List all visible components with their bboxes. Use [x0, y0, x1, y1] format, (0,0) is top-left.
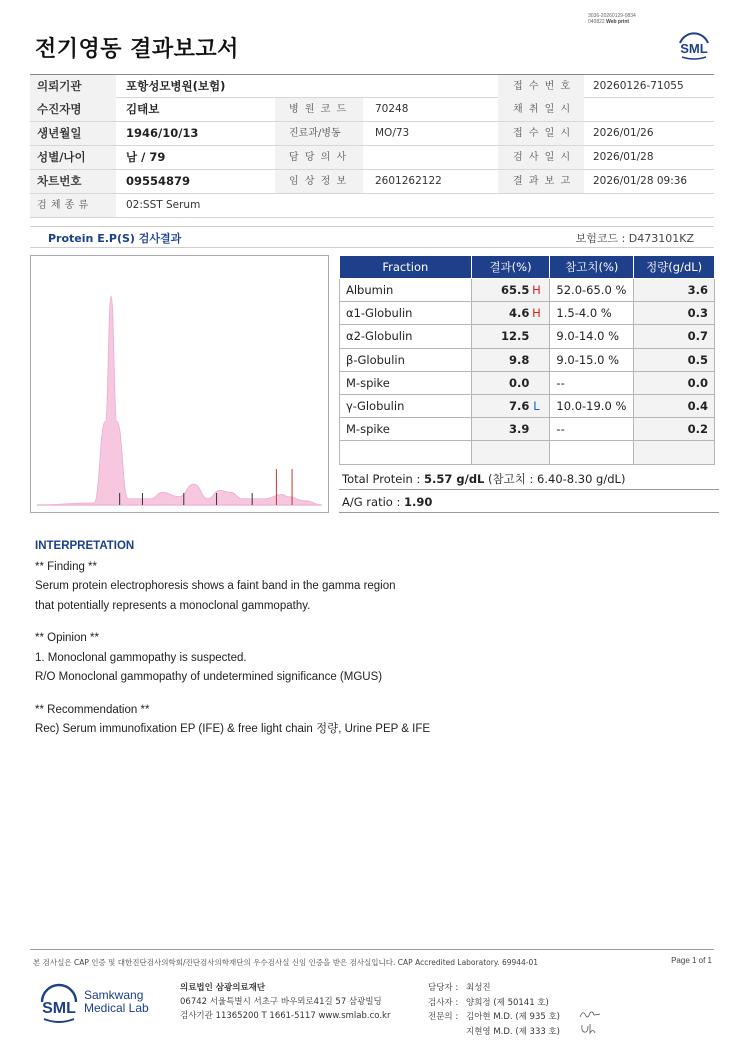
result-row — [340, 325, 715, 348]
fraction-reference: 1.5-4.0 % — [550, 302, 634, 325]
result-value: 65.5 — [501, 283, 530, 298]
ag-ratio — [342, 495, 432, 509]
staff-value: 양희정 (제 50141 호) — [466, 997, 549, 1008]
total-protein-ref: (참고치 : 6.40-8.30 g/dL) — [484, 472, 626, 486]
fraction-reference: 52.0-65.0 % — [550, 279, 634, 302]
info-row — [30, 170, 714, 194]
result-row — [340, 394, 715, 417]
label-collection-time: 채 취 일 시 — [513, 104, 572, 115]
fraction-quantity: 0.3 — [634, 302, 715, 325]
value-birth-date: 1946/10/13 — [126, 126, 199, 140]
label-report-time: 결 과 보 고 — [513, 176, 572, 187]
staff-value: 김아현 M.D. (제 935 호) — [466, 1012, 561, 1022]
fraction-result — [471, 348, 550, 371]
staff-value: 지현영 M.D. (제 333 호) — [466, 1026, 561, 1037]
info-row — [30, 146, 714, 170]
result-row — [340, 371, 715, 394]
label-test-date: 검 사 일 시 — [513, 152, 572, 163]
result-row — [340, 418, 715, 441]
value-clinical-info: 2601262122 — [375, 175, 442, 187]
opinion-heading: ** Opinion ** — [35, 632, 99, 644]
footer-staff — [428, 981, 560, 1039]
header-reference: 참고치(%) — [550, 256, 634, 279]
result-value: 0.0 — [509, 375, 530, 390]
value-receipt-date: 2026/01/26 — [593, 127, 654, 139]
fraction-quantity: 0.2 — [634, 418, 715, 441]
label-clinical-info: 임 상 정 보 — [289, 176, 348, 187]
sml-footer-logo-icon — [36, 982, 82, 1028]
total-protein-label: Total Protein : — [342, 472, 425, 486]
electrophoresis-svg — [31, 256, 328, 512]
value-patient-name: 김태보 — [126, 102, 160, 116]
fraction-name: γ-Globulin — [340, 394, 472, 417]
fraction-reference: 9.0-15.0 % — [550, 348, 634, 371]
total-protein-value: 5.57 g/dL — [424, 472, 485, 486]
result-row — [340, 302, 715, 325]
fraction-result — [471, 418, 550, 441]
info-row — [30, 194, 714, 218]
fraction-result — [471, 325, 550, 348]
fraction-quantity: 0.7 — [634, 325, 715, 348]
value-test-date: 2026/01/28 — [593, 151, 654, 163]
fraction-name — [340, 441, 472, 464]
fraction-reference — [550, 441, 634, 464]
total-protein — [342, 471, 625, 487]
fraction-quantity: 0.4 — [634, 394, 715, 417]
result-flag: L — [533, 399, 540, 414]
fraction-name: M-spike — [340, 418, 472, 441]
fraction-result — [471, 371, 550, 394]
header-fraction: Fraction — [340, 256, 472, 279]
staff-label: 전문의 : — [428, 1012, 459, 1022]
info-row — [30, 122, 714, 146]
fraction-quantity: 3.6 — [634, 279, 715, 302]
fraction-name: α1-Globulin — [340, 302, 472, 325]
footer-organization — [180, 981, 390, 1023]
opinion-line: 1. Monoclonal gammopathy is suspected. — [35, 651, 247, 664]
fraction-name: α2-Globulin — [340, 325, 472, 348]
densitometry-curve — [37, 296, 322, 505]
info-row — [30, 74, 714, 98]
value-hospital-code: 70248 — [375, 103, 409, 115]
results-table — [339, 255, 715, 465]
brand-line: Samkwang — [84, 988, 144, 1002]
result-value: 12.5 — [501, 329, 530, 344]
recommendation-line: Rec) Serum immunofixation EP (IFE) & free light chain 정량, Urine PEP & IFE — [35, 723, 431, 735]
print-id — [588, 13, 668, 25]
fraction-result — [471, 441, 550, 464]
electrophoresis-chart — [30, 255, 329, 513]
org-name: 의료법인 삼광의료재단 — [180, 983, 266, 993]
print-label: Web print — [606, 19, 630, 25]
fraction-result — [471, 279, 550, 302]
label-patient-name: 수진자명 — [37, 102, 82, 116]
print-id-number: 3036-20260129-0834 — [588, 13, 636, 19]
logo-text: SML — [680, 41, 708, 56]
opinion-line: R/O Monoclonal gammopathy of undetermined significance (MGUS) — [35, 671, 383, 683]
insurance-code: 보험코드 : D473101KZ — [575, 232, 694, 245]
label-requesting-org: 의뢰기관 — [37, 79, 82, 93]
sml-logo-icon — [674, 25, 714, 65]
label-receipt-no: 접 수 번 호 — [513, 81, 572, 92]
fraction-reference: 9.0-14.0 % — [550, 325, 634, 348]
value-chart-no: 09554879 — [126, 174, 191, 188]
fraction-quantity — [634, 441, 715, 464]
footer-brand — [84, 989, 149, 1015]
ag-ratio-label: A/G ratio : — [342, 495, 405, 509]
staff-label: 담당자 : — [428, 983, 459, 993]
fraction-reference: 10.0-19.0 % — [550, 394, 634, 417]
value-specimen: 02:SST Serum — [126, 199, 201, 211]
brand-line: Medical Lab — [84, 1001, 149, 1015]
value-requesting-org: 포항성모병원(보험) — [126, 79, 226, 93]
recommendation-heading: ** Recommendation ** — [35, 703, 150, 716]
value-report-time: 2026/01/28 09:36 — [593, 175, 688, 187]
result-value: 7.6 — [509, 399, 530, 414]
fraction-result — [471, 302, 550, 325]
fraction-quantity: 0.5 — [634, 348, 715, 371]
value-receipt-no: 20260126-71055 — [593, 80, 684, 92]
divider — [339, 489, 719, 490]
staff-value: 최성진 — [466, 983, 491, 993]
signature-icon — [578, 1007, 602, 1021]
label-receipt-date: 접 수 일 시 — [513, 128, 572, 139]
label-sex-age: 성별/나이 — [37, 150, 86, 164]
fraction-name: Albumin — [340, 279, 472, 302]
divider — [339, 512, 719, 513]
fraction-reference: -- — [550, 418, 634, 441]
results-header-row — [340, 256, 715, 279]
accreditation-note: 본 검사실은 CAP 인증 및 대한진단검사의학회/진단검사의학재단의 우수검사실 신임 인증을 받은 검사실입니다. CAP Accredited Laboratory. 69944-01 — [33, 958, 539, 967]
print-id-sub: 040822 — [588, 19, 605, 25]
result-value: 3.9 — [509, 422, 530, 437]
result-flag: H — [532, 306, 541, 321]
section-title: Protein E.P(S) 검사결과 — [48, 232, 182, 245]
fraction-result — [471, 394, 550, 417]
page-number: Page 1 of 1 — [671, 956, 712, 965]
value-sex-age: 남 / 79 — [126, 150, 166, 164]
result-flag: H — [532, 283, 541, 298]
finding-line: Serum protein electrophoresis shows a faint band in the gamma region — [35, 580, 396, 592]
signature-icon — [578, 1022, 602, 1036]
svg-text:SML: SML — [42, 1000, 76, 1017]
result-row — [340, 348, 715, 371]
label-birth-date: 생년월일 — [37, 126, 82, 140]
fraction-name: β-Globulin — [340, 348, 472, 371]
ag-ratio-value: 1.90 — [404, 495, 433, 509]
label-chart-no: 차트번호 — [37, 174, 82, 188]
value-department: MO/73 — [375, 127, 410, 139]
label-department: 진료과/병동 — [289, 128, 341, 139]
org-contact: 검사기관 11365200 T 1661-5117 www.smlab.co.kr — [180, 1011, 391, 1021]
result-row — [340, 279, 715, 302]
fraction-reference: -- — [550, 371, 634, 394]
interpretation-heading: INTERPRETATION — [35, 540, 135, 552]
org-address: 06742 서울특별시 서초구 바우뫼로41길 57 삼광빌딩 — [180, 997, 382, 1007]
result-value: 9.8 — [509, 352, 530, 367]
fraction-name: M-spike — [340, 371, 472, 394]
report-title: 전기영동 결과보고서 — [35, 37, 239, 62]
result-row — [340, 441, 715, 464]
header-quantity: 정량(g/dL) — [634, 256, 715, 279]
label-specimen: 검 체 종 류 — [37, 200, 89, 211]
result-value: 4.6 — [509, 306, 530, 321]
staff-label: 검사자 : — [428, 997, 459, 1008]
footer-divider — [30, 949, 714, 950]
fraction-quantity: 0.0 — [634, 371, 715, 394]
finding-heading: ** Finding ** — [35, 560, 98, 573]
interpretation — [35, 537, 655, 740]
header-result: 결과(%) — [471, 256, 550, 279]
label-hospital-code: 병 원 코 드 — [289, 104, 348, 115]
label-doctor: 담 당 의 사 — [289, 152, 348, 163]
finding-line: that potentially represents a monoclonal gammopathy. — [35, 599, 311, 612]
info-row — [30, 98, 714, 122]
